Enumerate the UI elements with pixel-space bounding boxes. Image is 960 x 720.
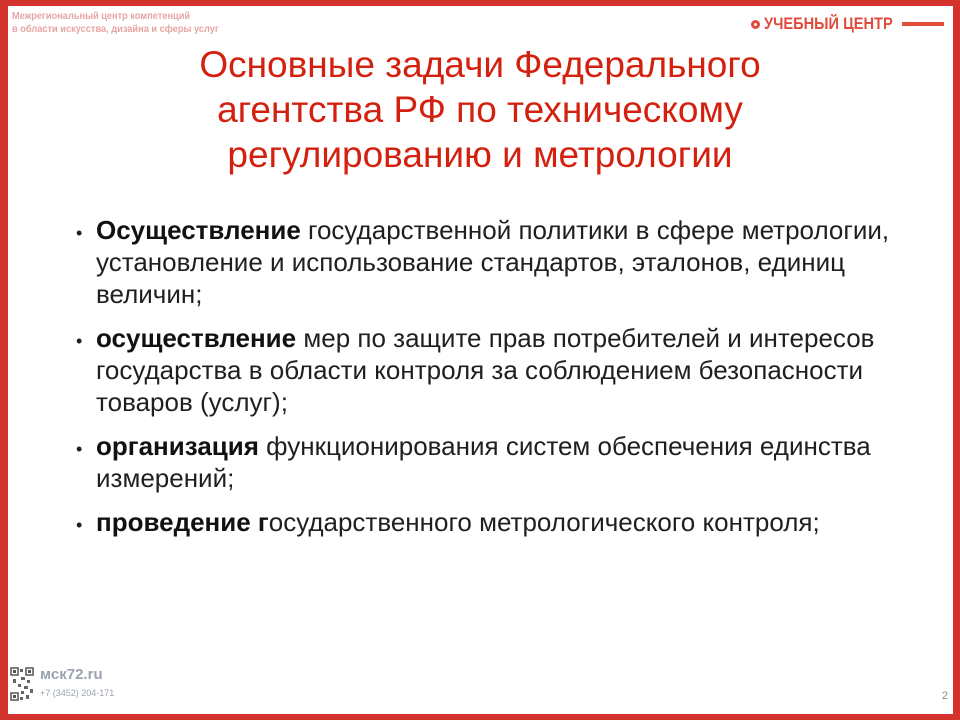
item-keyword: Осуществление xyxy=(96,215,301,245)
org-line-1: Межрегиональный центр компетенций xyxy=(12,10,191,22)
organization-name xyxy=(12,10,241,36)
list-item xyxy=(74,430,894,494)
item-keyword: проведение г xyxy=(96,507,269,537)
item-text: государственной политики в сфере метрологии, установление и использование стандартов, эталонов, единиц величин; xyxy=(96,215,890,309)
item-text: осударственного метрологического контроля; xyxy=(268,507,820,537)
title-line-2: агентства РФ по техническому xyxy=(217,89,743,130)
item-text: функционирования систем обеспечения единства измерений; xyxy=(96,431,871,493)
page-number: 2 xyxy=(941,690,948,702)
list-item xyxy=(74,506,894,538)
bullet-icon: • xyxy=(76,439,83,459)
bullet-icon: • xyxy=(76,515,83,535)
item-keyword: осуществление xyxy=(96,323,297,353)
title-line-3: регулированию и метрологии xyxy=(227,134,733,175)
footer-website: мск72.ru xyxy=(40,666,103,683)
brand-name: УЧЕБНЫЙ ЦЕНТР xyxy=(764,14,894,33)
bullet-icon: • xyxy=(76,331,83,351)
brand-logo xyxy=(751,12,944,36)
task-list xyxy=(74,214,894,550)
list-item xyxy=(74,322,894,418)
item-text: мер по защите прав потребителей и интересов государства в области контроля за соблюдением безопасности товаров (услуг); xyxy=(96,323,875,417)
footer-phone: +7 (3452) 204-171 xyxy=(40,688,115,698)
list-item xyxy=(74,214,894,310)
qr-code-icon xyxy=(10,667,34,701)
brand-tagline-box xyxy=(902,22,944,26)
brand-circle-icon xyxy=(751,20,760,29)
bullet-icon: • xyxy=(76,223,83,243)
title-line-1: Основные задачи Федерального xyxy=(199,44,761,85)
org-line-2: в области искусства, дизайна и сферы услуг xyxy=(12,23,219,35)
slide-title xyxy=(60,42,900,177)
item-keyword: организация xyxy=(96,431,259,461)
